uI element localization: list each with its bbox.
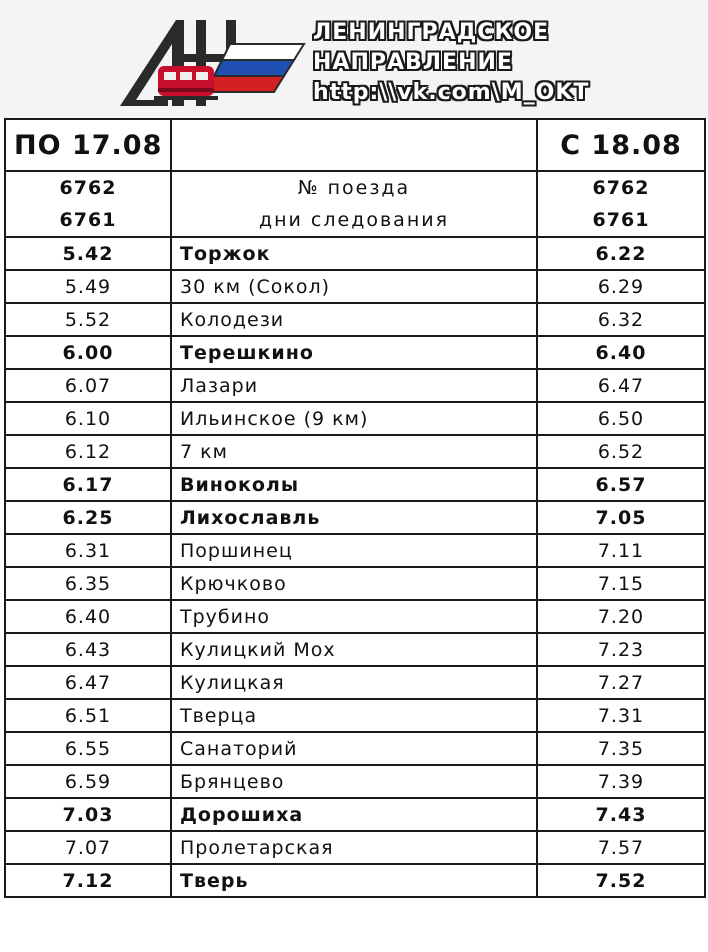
column-header-before: ПО 17.08 [5, 119, 171, 171]
departure-after: 6.32 [537, 303, 705, 336]
station-name: Пролетарская [171, 831, 537, 864]
departure-before: 6.35 [5, 567, 171, 600]
departure-before: 6.31 [5, 534, 171, 567]
train-number-right: 6762 [537, 171, 705, 204]
departure-before: 7.03 [5, 798, 171, 831]
departure-after: 6.52 [537, 435, 705, 468]
table-row [5, 567, 705, 600]
station-name: Брянцево [171, 765, 537, 798]
departure-before: 7.07 [5, 831, 171, 864]
departure-before: 7.12 [5, 864, 171, 897]
station-name: Торжок [171, 237, 537, 270]
table-row [5, 699, 705, 732]
days-row [5, 204, 705, 237]
timetable [4, 118, 706, 898]
departure-before: 6.55 [5, 732, 171, 765]
departure-before: 6.59 [5, 765, 171, 798]
departure-before: 6.07 [5, 369, 171, 402]
departure-before: 6.25 [5, 501, 171, 534]
station-name: Лазари [171, 369, 537, 402]
station-name: Санаторий [171, 732, 537, 765]
train-number-row [5, 171, 705, 204]
table-row [5, 237, 705, 270]
table-row [5, 402, 705, 435]
departure-after: 6.22 [537, 237, 705, 270]
station-name: Дорошиха [171, 798, 537, 831]
departure-after: 6.40 [537, 336, 705, 369]
departure-after: 7.11 [537, 534, 705, 567]
departure-after: 7.27 [537, 666, 705, 699]
table-row [5, 468, 705, 501]
table-row [5, 270, 705, 303]
station-name: Тверца [171, 699, 537, 732]
column-header-after: С 18.08 [537, 119, 705, 171]
departure-before: 6.40 [5, 600, 171, 633]
departure-before: 6.10 [5, 402, 171, 435]
departure-after: 6.50 [537, 402, 705, 435]
table-row [5, 369, 705, 402]
table-row [5, 864, 705, 897]
days-left: 6761 [5, 204, 171, 237]
departure-before: 6.17 [5, 468, 171, 501]
departure-after: 7.15 [537, 567, 705, 600]
brand-line-2: НАПРАВЛЕНИЕ [313, 50, 513, 75]
table-row [5, 501, 705, 534]
train-number-left: 6762 [5, 171, 171, 204]
table-row [5, 765, 705, 798]
station-name: Лихославль [171, 501, 537, 534]
departure-after: 6.29 [537, 270, 705, 303]
table-row [5, 600, 705, 633]
departure-before: 6.12 [5, 435, 171, 468]
departure-after: 7.39 [537, 765, 705, 798]
table-row [5, 798, 705, 831]
days-right: 6761 [537, 204, 705, 237]
departure-after: 7.31 [537, 699, 705, 732]
leningrad-direction-logo-icon [118, 14, 308, 110]
station-name: Тверь [171, 864, 537, 897]
table-row [5, 534, 705, 567]
departure-before: 6.00 [5, 336, 171, 369]
departure-after: 6.47 [537, 369, 705, 402]
table-header-row [5, 119, 705, 171]
days-label: дни следования [171, 204, 537, 237]
train-number-label: № поезда [171, 171, 537, 204]
table-row [5, 435, 705, 468]
station-name: Трубино [171, 600, 537, 633]
header-banner [0, 0, 708, 118]
departure-after: 7.23 [537, 633, 705, 666]
table-row [5, 732, 705, 765]
station-name: Виноколы [171, 468, 537, 501]
station-name: Поршинец [171, 534, 537, 567]
departure-before: 6.51 [5, 699, 171, 732]
station-name: Кулицкий Мох [171, 633, 537, 666]
brand-link[interactable]: http:\\vk.com\M_OKT [313, 80, 590, 105]
departure-after: 7.57 [537, 831, 705, 864]
station-name: Терешкино [171, 336, 537, 369]
column-header-station [171, 119, 537, 171]
departure-after: 7.43 [537, 798, 705, 831]
table-row [5, 633, 705, 666]
departure-after: 7.20 [537, 600, 705, 633]
table-row [5, 666, 705, 699]
station-name: Колодези [171, 303, 537, 336]
station-name: Кулицкая [171, 666, 537, 699]
departure-before: 6.47 [5, 666, 171, 699]
departure-after: 7.35 [537, 732, 705, 765]
brand-text [313, 18, 589, 108]
departure-after: 6.57 [537, 468, 705, 501]
departure-before: 6.43 [5, 633, 171, 666]
departure-before: 5.49 [5, 270, 171, 303]
departure-before: 5.42 [5, 237, 171, 270]
table-row [5, 303, 705, 336]
departure-before: 5.52 [5, 303, 171, 336]
table-row [5, 831, 705, 864]
station-name: 7 км [171, 435, 537, 468]
station-name: Крючково [171, 567, 537, 600]
brand-line-1: ЛЕНИНГРАДСКОЕ [313, 20, 550, 45]
station-name: Ильинское (9 км) [171, 402, 537, 435]
departure-after: 7.05 [537, 501, 705, 534]
departure-after: 7.52 [537, 864, 705, 897]
table-row [5, 336, 705, 369]
station-name: 30 км (Сокол) [171, 270, 537, 303]
